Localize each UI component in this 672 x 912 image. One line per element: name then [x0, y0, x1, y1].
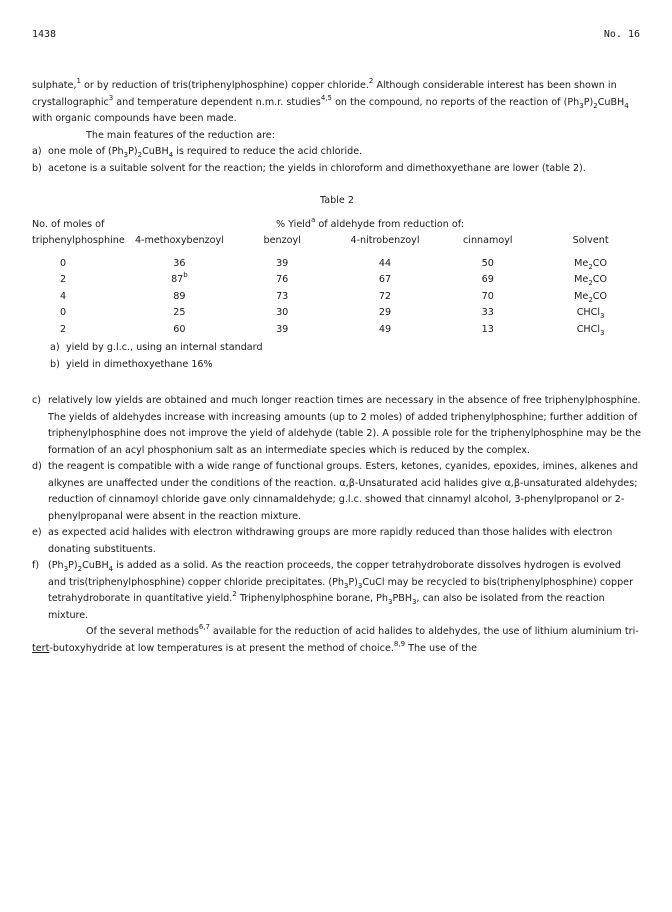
- footnote-a: a) yield by g.l.c., using an internal standard: [50, 342, 263, 353]
- list-item-a: a) one mole of $(Ph_3P)_2CuBH_4$ is required to reduce the acid chloride.: [32, 146, 363, 159]
- main-features-line: The main features of the reduction are:: [86, 129, 275, 141]
- running-header: [32, 27, 640, 43]
- header-yield-span: % Yield$^a$ of aldehyde from reduction of:: [276, 215, 465, 230]
- page-body: [32, 78, 642, 657]
- table-caption: Table 2: [320, 195, 354, 206]
- solvent-cell: CHCl$_3$: [576, 323, 605, 337]
- yield-table: [32, 217, 642, 339]
- list-item-b: b) acetone is a suitable solvent for the reaction; the yields in chloroform and dimethoxyethane are lower (table 2).: [32, 162, 586, 174]
- col-header-solvent: Solvent: [572, 235, 609, 246]
- table-row: 4 89 73 72 70 $Me_2CO$: [32, 289, 642, 306]
- table-header-row-2: [32, 233, 642, 256]
- solvent-cell: $Me_2CO$: [574, 274, 608, 287]
- solvent-cell: $Me_2CO$: [574, 257, 608, 271]
- header-moles-1: No. of moles of: [32, 218, 105, 230]
- table-row: 2 87$^b$ 76 67 69 $Me_2CO$: [32, 272, 642, 289]
- col-header-methoxybenzoyl: 4-methoxybenzoyl: [134, 235, 224, 246]
- table-row: 0 25 30 29 33 CHCl$_3$: [32, 305, 642, 322]
- col-header-cinnamoyl: cinnamoyl: [463, 235, 513, 246]
- header-moles-2: triphenylphosphine: [32, 235, 125, 246]
- solvent-cell: CHCl$_3$: [576, 307, 605, 320]
- page-number: 1438: [32, 29, 57, 40]
- table-header-row-1: [32, 217, 642, 234]
- solvent-cell: $Me_2CO$: [574, 290, 608, 304]
- issue-number: No. 16: [603, 29, 640, 40]
- list-item-c: c) relatively low yields are obtained and much longer reaction times are necessary in the absence of free triphenylphosphine. The yields of aldehydes increase with increasing amounts (up to 2 moles) of added triphenylphosphine; further addition of triphenylphosphine does not improve the yield of aldehyde (table 2). A possible role for the triphenylphosphine may be the formation of an acyl phosphonium salt as an intermediate species which is reduced by the complex.: [32, 395, 641, 456]
- table-row: 2 60 39 49 13 CHCl$_3$: [32, 322, 642, 339]
- list-item-d: d) the reagent is compatible with a wide range of functional groups. Esters, ketones, cyanides, epoxides, imines, alkenes and alkynes are unaffected under the conditions of the reaction. α,β-Unsaturated acid halides give α,β-unsaturated aldehydes; reduction of cinnamoyl chloride gave only cinnamaldehyde; g.l.c. showed that cinnamyl alcohol, 3-phenylpropanol or 2-phenylpropanal were absent in the reaction mixture.: [32, 461, 639, 522]
- footnote-b: b) yield in dimethoxyethane 16%: [50, 358, 213, 370]
- col-header-benzoyl: benzoyl: [263, 235, 301, 246]
- col-header-nitrobenzoyl: 4-nitrobenzoyl: [350, 235, 420, 246]
- table-row: 0 36 39 44 50 $Me_2CO$: [32, 256, 642, 273]
- table-footnotes: [32, 340, 642, 373]
- final-paragraph: Of the several methods$^{6,7}$ available for the reduction of acid halides to aldehydes, the use of lithium aluminium tri-tert-butoxyhydride at low temperatures is at present the method of choice.$^{8,9}$ The use of the: [32, 623, 639, 654]
- intro-paragraph: sulphate,$^1$ or by reduction of tris(triphenylphosphine) copper chloride.$^2$ Although considerable interest has been shown in crystallographic$^3$ and temperature dependent n.m.r. studies$^{4,5}$ on the compound, no reports of the reaction of $(Ph_3P)_2CuBH_4$ with organic compounds have been made.: [32, 77, 629, 124]
- list-item-f: f) $(Ph_3P)_2CuBH_4$ is added as a solid. As the reaction proceeds, the copper tetrahydroborate dissolves hydrogen is evolved and tris(triphenylphosphine) copper chloride precipitates. $(Ph_3P)_3CuCl$ may be recycled to bis(triphenylphosphine) copper tetrahydroborate in quantitative yield.$^2$ Triphenylphosphine borane, $Ph_3PBH_3$, can also be isolated from the reaction mixture.: [32, 560, 634, 621]
- list-item-e: e) as expected acid halides with electron withdrawing groups are more rapidly reduced than those halides with electron donating substituents.: [32, 527, 613, 555]
